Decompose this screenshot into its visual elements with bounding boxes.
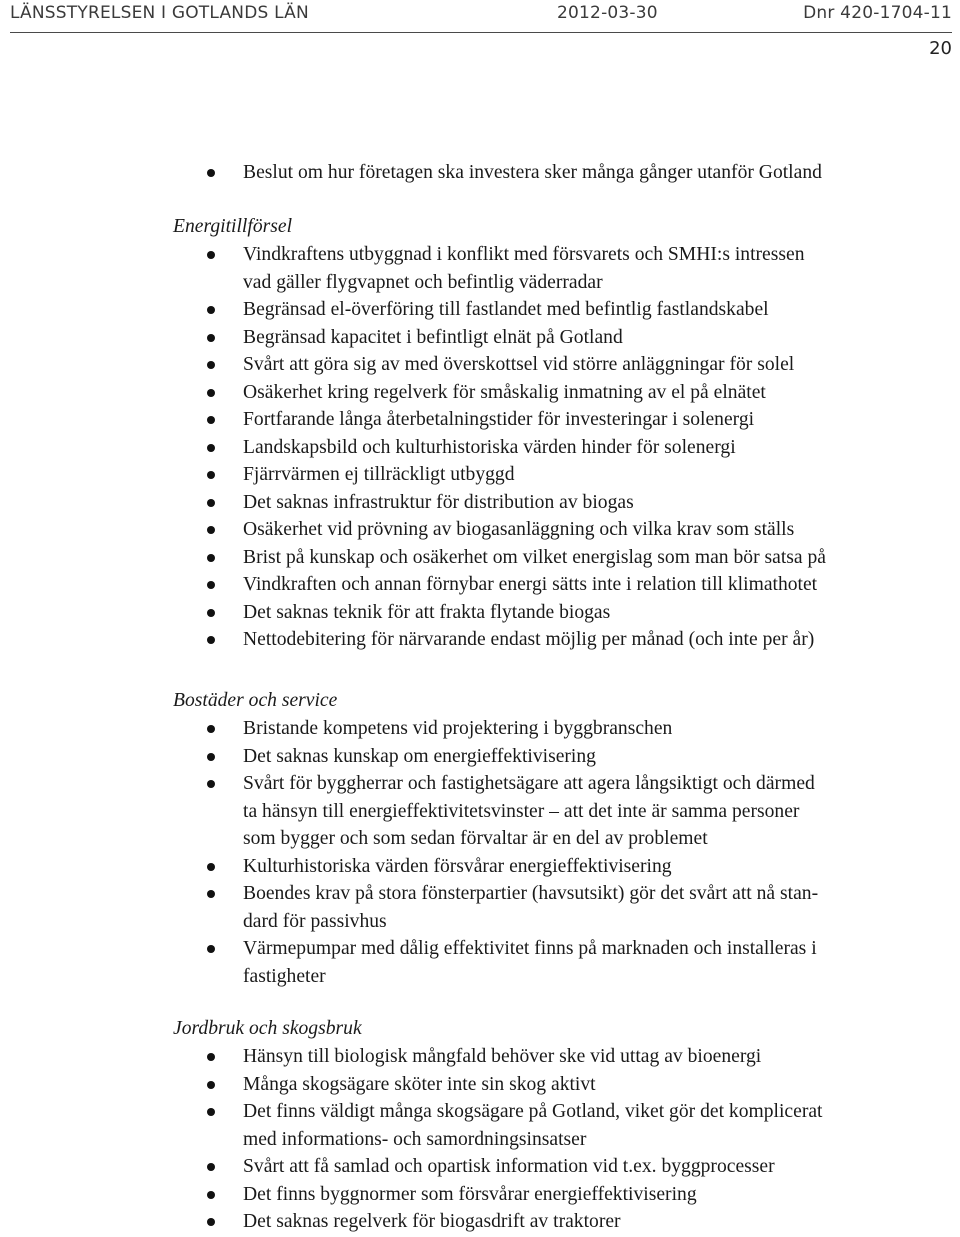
list-item [0,324,960,352]
bullet-icon [207,725,215,733]
list-item [0,1208,960,1236]
list-item [0,715,960,743]
list-item [0,853,960,881]
energy-supply-list [0,241,960,654]
document-number: Dnr 420-1704-11 [803,3,952,23]
list-item [0,571,960,599]
housing-service-list [0,715,960,990]
list-item-text: Fortfarande långa återbetalningstider för investeringar i solenergi [243,409,755,430]
list-item [0,880,960,935]
list-item-text: Bristande kompetens vid projektering i byggbranschen [243,718,673,739]
bullet-icon [207,945,215,953]
bullet-icon [207,444,215,452]
list-item-text: Det finns byggnormer som försvårar energieffektivisering [243,1183,697,1205]
list-item-text: Nettodebitering för närvarande endast möjlig per månad (och inte per år) [243,629,815,650]
list-item [0,1043,960,1071]
list-item-text: Beslut om hur företagen ska investera sker många gånger utanför Gotland [243,162,822,183]
list-item-text: Vindkraften och annan förnybar energi sätts inte i relation till klimathotet [243,574,818,595]
list-item [0,1153,960,1181]
list-item-text: Hänsyn till biologisk mångfald behöver ske vid uttag av bioenergi [243,1046,762,1067]
bullet-icon [207,1108,215,1116]
section-heading-bostader-och-service: Bostäder och service [173,690,338,711]
list-item [0,434,960,462]
list-item-text: Svårt att få samlad och opartisk information vid t.ex. byggprocesser [243,1156,775,1177]
bullet-icon [207,416,215,424]
bullet-icon [207,609,215,617]
list-item-text: Svårt för byggherrar och fastighetsägare att agera långsiktigt och därmed ta hänsyn till energieffektivitetsvinster – att det inte är samma personer som bygger och som sedan förvaltar är en del av problemet [243,773,815,849]
list-item [0,1181,960,1209]
list-item-text: Osäkerhet vid prövning av biogasanläggning och vilka krav som ställs [243,519,795,540]
bullet-icon [207,251,215,259]
list-item [0,1071,960,1099]
list-item [0,489,960,517]
list-item-text: Det saknas regelverk för biogasdrift av traktorer [243,1211,621,1232]
list-item-text: Kulturhistoriska värden försvårar energieffektivisering [243,855,672,877]
list-item-text: Vindkraftens utbyggnad i konflikt med försvarets och SMHI:s intressen vad gäller flygvapnet och befintlig väderradar [243,244,805,293]
list-item-text: Brist på kunskap och osäkerhet om vilket energislag som man bör satsa på [243,546,826,568]
list-item [0,743,960,771]
list-item-text: Det saknas teknik för att frakta flytande biogas [243,601,611,623]
list-item [0,241,960,296]
list-item [0,159,960,187]
intro-list [0,159,960,187]
list-item-text: Värmepumpar med dålig effektivitet finns på marknaden och installeras i fastigheter [243,938,817,987]
list-item [0,461,960,489]
bullet-icon [207,1218,215,1226]
list-item-text: Det saknas infrastruktur för distribution av biogas [243,491,634,513]
list-item-text: Osäkerhet kring regelverk för småskalig inmatning av el på elnätet [243,381,766,403]
list-item [0,516,960,544]
bullet-icon [207,526,215,534]
list-item-text: Begränsad kapacitet i befintligt elnät på Gotland [243,326,623,348]
bullet-icon [207,361,215,369]
agriculture-forestry-list [0,1043,960,1236]
list-item-text: Landskapsbild och kulturhistoriska värden hinder för solenergi [243,436,736,458]
header-divider [10,32,952,33]
list-item [0,544,960,572]
list-item-text: Svårt att göra sig av med överskottsel vid större anläggningar för solel [243,354,795,375]
bullet-icon [207,636,215,644]
list-item [0,296,960,324]
list-item-text: Det saknas kunskap om energieffektivisering [243,745,596,767]
bullet-icon [207,581,215,589]
bullet-icon [207,1191,215,1199]
list-item-text: Boendes krav på stora fönsterpartier (havsutsikt) gör det svårt att nå stan- dard för passivhus [243,883,819,932]
list-item [0,379,960,407]
list-item [0,1098,960,1153]
bullet-icon [207,306,215,314]
section-heading-jordbruk-och-skogsbruk: Jordbruk och skogsbruk [173,1018,362,1039]
list-item [0,935,960,990]
bullet-icon [207,499,215,507]
page-header [10,0,952,30]
bullet-icon [207,780,215,788]
list-item-text: Det finns väldigt många skogsägare på Gotland, viket gör det komplicerat med informations- och samordningsinsatser [243,1101,823,1150]
bullet-icon [207,554,215,562]
bullet-icon [207,1053,215,1061]
section-heading-energitillforsel: Energitillförsel [173,216,293,237]
organization-name: LÄNSSTYRELSEN I GOTLANDS LÄN [10,3,309,23]
bullet-icon [207,890,215,898]
bullet-icon [207,1081,215,1089]
list-item [0,351,960,379]
list-item [0,406,960,434]
bullet-icon [207,169,215,177]
list-item [0,770,960,853]
list-item [0,626,960,654]
list-item-text: Begränsad el-överföring till fastlandet med befintlig fastlandskabel [243,299,769,320]
bullet-icon [207,1163,215,1171]
list-item-text: Fjärrvärmen ej tillräckligt utbyggd [243,464,515,485]
bullet-icon [207,389,215,397]
bullet-icon [207,334,215,342]
document-date: 2012-03-30 [557,3,658,23]
page-number: 20 [929,38,952,59]
bullet-icon [207,471,215,479]
bullet-icon [207,863,215,871]
list-item [0,599,960,627]
bullet-icon [207,753,215,761]
list-item-text: Många skogsägare sköter inte sin skog aktivt [243,1073,596,1095]
